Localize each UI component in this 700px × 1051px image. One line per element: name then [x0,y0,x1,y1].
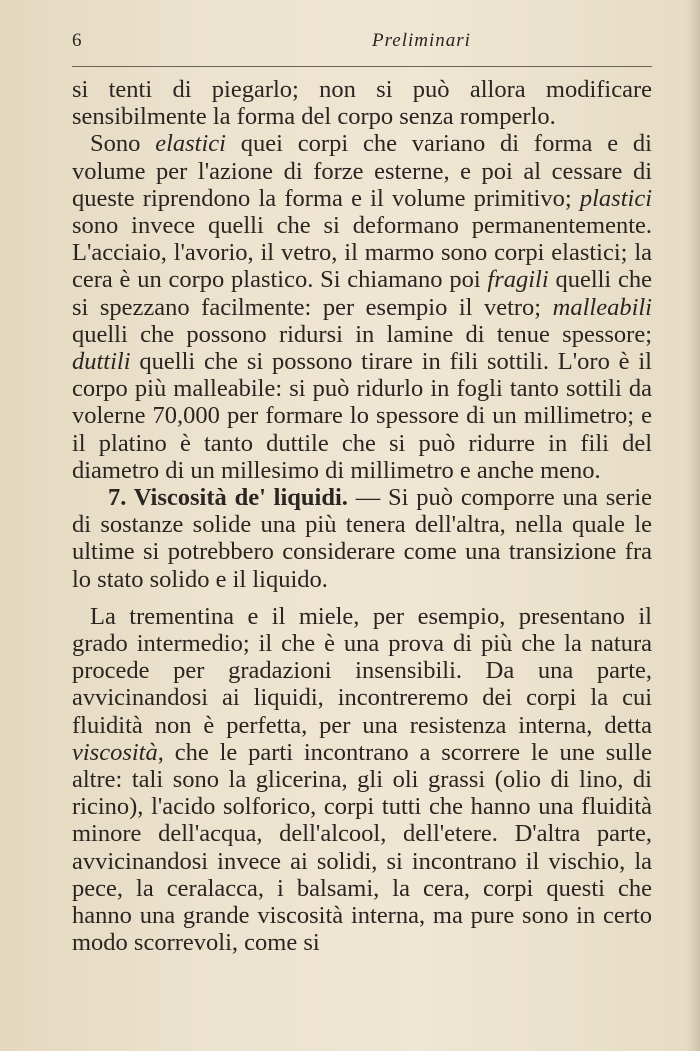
page-body [72,76,652,957]
term-duttili: duttili [72,348,131,376]
term-malleabili: malleabili [552,293,652,321]
term-plastici: plastici [579,184,652,212]
term-viscosita: viscosità [72,738,158,766]
paragraph-continuation: si tenti di piegarlo; non si può allora modificare sensibilmente la forma del corpo senza romperlo. [72,76,652,131]
term-fragili: fragili [487,266,549,294]
term-elastici: elastici [155,130,226,158]
running-title: Preliminari [372,30,471,51]
paragraph-viscosity-section: 7. Viscosità de' liquidi. — Si può comporre una serie di sostanze solide una più tenera dell'altra, nella quale le ultime si potrebbero considerare come una transizione fra lo stato solido e il liquido. [72,484,652,593]
paragraph-viscosity-examples: La trementina e il miele, per esempio, presentano il grado intermedio; il che è una prova di più che la natura procede per gradazioni insensibili. Da una parte, avvicinandosi ai liquidi, incontreremo dei corpi la cui fluidità non è perfetta, per una resistenza interna, detta viscosità, che le parti incontrano a scorrere le une sulle altre: tali sono la glicerina, gli oli grassi (olio di lino, di ricino), l'acido solforico, corpi tutti che hanno una fluidità minore dell'acqua, dell'alcool, dell'etere. D'altra parte, avvicinandosi invece ai solidi, si incontrano il vischio, la pece, la ceralacca, i balsami, la cera, corpi questi che hanno una grande viscosità interna, ma pure sono in certo modo scorrevoli, come si [72,602,652,957]
page-edge-shadow [686,0,700,1051]
page-header [72,30,652,54]
section-heading: 7. Viscosità de' liquidi. [108,484,348,512]
page-number: 6 [72,30,82,51]
paragraph-elastic-plastic: Sono elastici quei corpi che variano di forma e di volume per l'azione di forze esterne, e poi al cessare di queste riprendono la forma e il volume primitivo; plastici sono invece quelli che si deformano permanentemente. L'acciaio, l'avorio, il vetro, il marmo sono corpi elastici; la cera è un corpo plastico. Si chiamano poi fragili quelli che si spezzano facilmente: per esempio il vetro; malleabili quelli che possono ridursi in lamine di tenue spessore; duttili quelli che si possono tirare in fili sottili. L'oro è il corpo più malleabile: si può ridurlo in fogli tanto sottili da volerne 70,000 per formare lo spessore di un millimetro; e il platino è tanto duttile che si può ridurre in fili del diametro di un millesimo di millimetro e anche meno. [72,130,653,484]
header-rule [72,66,652,67]
